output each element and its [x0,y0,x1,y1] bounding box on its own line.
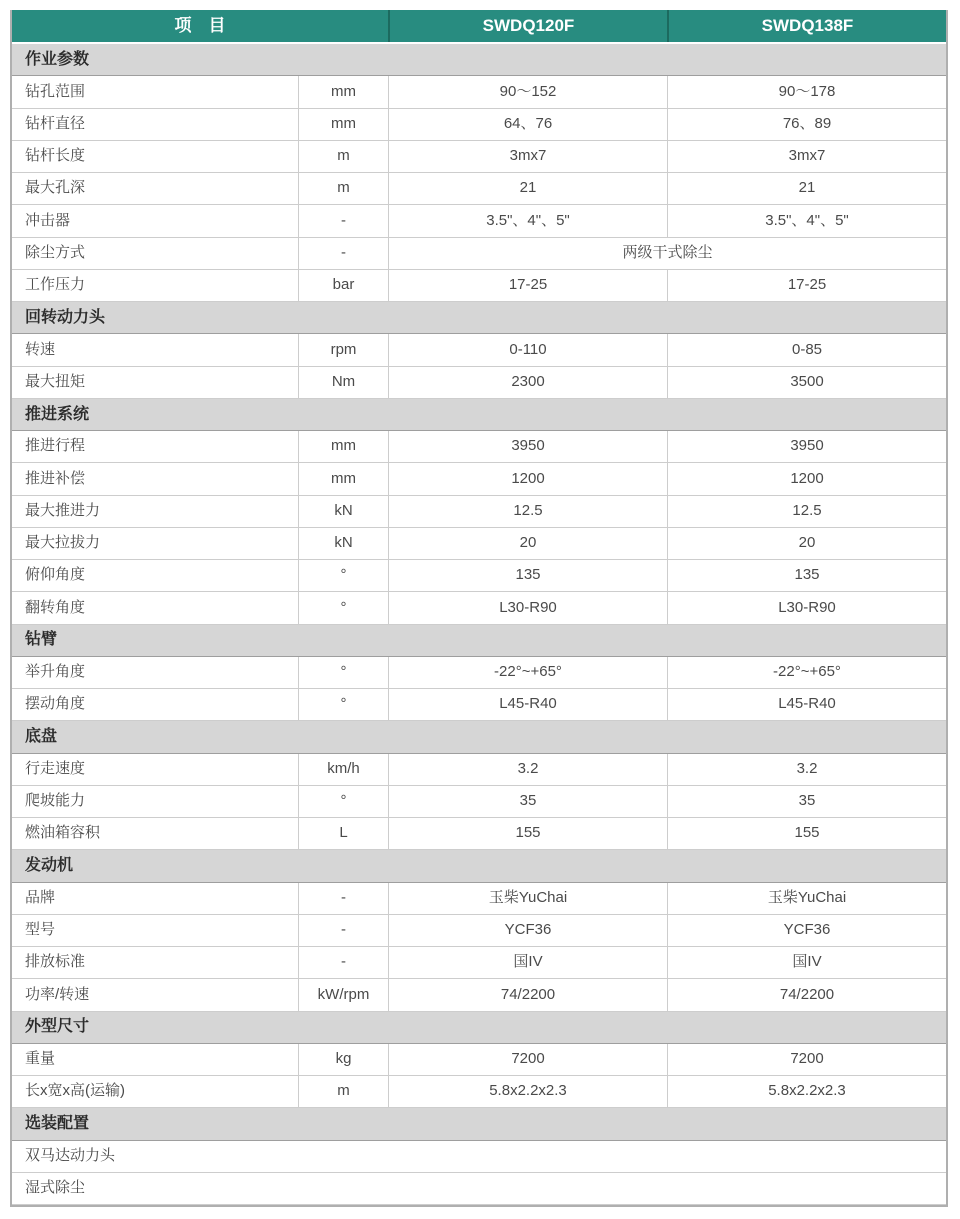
spec-value-swdq138f: 3950 [667,431,946,462]
spec-value-swdq138f: L45-R40 [667,689,946,720]
spec-value-swdq138f: 1200 [667,463,946,494]
table-header-row [12,10,946,44]
section-row [12,850,946,882]
spec-label: 型号 [25,921,56,939]
header-model-swdq138f: SWDQ138F [667,10,946,42]
spec-row [12,367,946,399]
spec-value-swdq120f: 玉柴YuChai [388,883,667,914]
spec-label: 长x宽x高(运输) [25,1082,125,1100]
spec-unit: rpm [298,334,388,365]
spec-row [12,1076,946,1108]
spec-label: 翻转角度 [25,598,86,616]
spec-unit: bar [298,270,388,301]
spec-row [12,657,946,689]
spec-unit: m [298,173,388,204]
section-label: 推进系统 [25,405,90,423]
spec-label: 排放标准 [25,953,86,971]
spec-label: 最大推进力 [25,501,101,519]
section-row [12,721,946,753]
spec-value-swdq120f: YCF36 [388,915,667,946]
spec-row [12,238,946,270]
spec-row [12,431,946,463]
spec-value-swdq138f: 17-25 [667,270,946,301]
spec-row [12,205,946,237]
spec-label: 推进行程 [25,437,86,455]
spec-value-swdq138f: 155 [667,818,946,849]
option-label: 湿式除尘 [25,1179,86,1197]
spec-label: 最大扭矩 [25,372,86,390]
spec-value-swdq138f: L30-R90 [667,592,946,623]
spec-unit: - [298,915,388,946]
spec-unit: - [298,947,388,978]
spec-value-swdq138f: 90～178 [667,76,946,107]
spec-label: 举升角度 [25,663,86,681]
spec-row [12,1044,946,1076]
spec-unit: ° [298,786,388,817]
spec-row [12,947,946,979]
spec-row [12,496,946,528]
spec-value-swdq138f: 135 [667,560,946,591]
spec-label: 推进补偿 [25,469,86,487]
spec-label: 功率/转速 [25,985,90,1003]
spec-value-swdq120f: 20 [388,528,667,559]
section-label: 回转动力头 [25,308,106,326]
section-row [12,302,946,334]
table-body [12,44,946,1205]
option-row [12,1141,946,1173]
spec-label: 爬坡能力 [25,792,86,810]
spec-table [10,10,948,1207]
spec-unit: kg [298,1044,388,1075]
spec-value-swdq138f: 76、89 [667,109,946,140]
spec-value-swdq120f: L45-R40 [388,689,667,720]
spec-unit: mm [298,76,388,107]
spec-value-swdq138f: 74/2200 [667,979,946,1010]
spec-value-swdq138f: 21 [667,173,946,204]
spec-value-swdq138f: 3mx7 [667,141,946,172]
spec-value-swdq120f: 0-110 [388,334,667,365]
spec-label: 钻杆直径 [25,114,86,132]
spec-value-swdq120f: 135 [388,560,667,591]
spec-unit: mm [298,431,388,462]
section-row [12,1012,946,1044]
section-label: 钻臂 [25,631,58,649]
spec-row [12,109,946,141]
spec-value-swdq138f: 5.8x2.2x2.3 [667,1076,946,1107]
spec-label: 重量 [25,1050,56,1068]
spec-label: 除尘方式 [25,243,86,261]
spec-value-swdq120f: 3950 [388,431,667,462]
spec-label: 钻杆长度 [25,147,86,165]
spec-value-swdq120f: 21 [388,173,667,204]
spec-label: 钻孔范围 [25,82,86,100]
spec-value-swdq120f: 64、76 [388,109,667,140]
spec-value-swdq138f: 国IV [667,947,946,978]
spec-unit: mm [298,109,388,140]
spec-row [12,883,946,915]
spec-value-swdq120f: 3mx7 [388,141,667,172]
spec-value-swdq120f: 5.8x2.2x2.3 [388,1076,667,1107]
spec-value-swdq120f: -22°~+65° [388,657,667,688]
spec-unit: Nm [298,367,388,398]
spec-value-swdq120f: 155 [388,818,667,849]
spec-value-swdq120f: 3.5"、4"、5" [388,205,667,236]
spec-value-swdq120f: 90～152 [388,76,667,107]
spec-unit: ° [298,689,388,720]
spec-value-swdq138f: 7200 [667,1044,946,1075]
section-row [12,399,946,431]
spec-value-swdq120f: 2300 [388,367,667,398]
spec-row [12,592,946,624]
spec-unit: ° [298,592,388,623]
spec-row [12,141,946,173]
section-label: 底盘 [25,728,58,746]
section-row [12,44,946,76]
spec-unit: mm [298,463,388,494]
spec-value-swdq120f: 1200 [388,463,667,494]
spec-unit: - [298,238,388,269]
spec-value-swdq138f: 0-85 [667,334,946,365]
spec-value-swdq138f: 3500 [667,367,946,398]
spec-row [12,786,946,818]
spec-unit: ° [298,657,388,688]
spec-unit: - [298,205,388,236]
spec-unit: ° [298,560,388,591]
section-label: 发动机 [25,857,74,875]
spec-unit: kN [298,496,388,527]
spec-value-swdq138f: 3.2 [667,754,946,785]
spec-row [12,528,946,560]
spec-value-swdq120f: 国IV [388,947,667,978]
spec-unit: kW/rpm [298,979,388,1010]
spec-row [12,689,946,721]
spec-label: 转速 [25,340,56,358]
header-item-label: 项 目 [174,15,226,35]
spec-value-swdq120f: L30-R90 [388,592,667,623]
spec-unit: km/h [298,754,388,785]
spec-label: 俯仰角度 [25,566,86,584]
option-label: 双马达动力头 [25,1146,116,1164]
spec-row [12,76,946,108]
spec-row [12,173,946,205]
section-row [12,1108,946,1140]
spec-unit: m [298,141,388,172]
spec-value-swdq138f: YCF36 [667,915,946,946]
spec-value-merged: 两级干式除尘 [388,238,946,269]
spec-row [12,818,946,850]
section-label: 作业参数 [25,50,90,68]
spec-row [12,754,946,786]
spec-value-swdq120f: 7200 [388,1044,667,1075]
spec-value-swdq138f: 12.5 [667,496,946,527]
spec-row [12,979,946,1011]
spec-value-swdq120f: 74/2200 [388,979,667,1010]
spec-value-swdq120f: 35 [388,786,667,817]
spec-unit: - [298,883,388,914]
spec-value-swdq120f: 17-25 [388,270,667,301]
option-row [12,1173,946,1205]
spec-value-swdq120f: 3.2 [388,754,667,785]
spec-value-swdq138f: 20 [667,528,946,559]
spec-row [12,463,946,495]
spec-value-swdq138f: 35 [667,786,946,817]
spec-row [12,560,946,592]
spec-label: 工作压力 [25,276,86,294]
spec-value-swdq138f: 玉柴YuChai [667,883,946,914]
section-label: 选装配置 [25,1115,90,1133]
spec-label: 最大孔深 [25,179,86,197]
spec-label: 摆动角度 [25,695,86,713]
spec-row [12,334,946,366]
spec-label: 冲击器 [25,211,71,229]
spec-row [12,915,946,947]
spec-unit: L [298,818,388,849]
spec-value-swdq138f: -22°~+65° [667,657,946,688]
spec-value-swdq138f: 3.5"、4"、5" [667,205,946,236]
header-model-swdq120f: SWDQ120F [388,10,667,42]
spec-unit: kN [298,528,388,559]
spec-label: 行走速度 [25,759,86,777]
spec-label: 品牌 [25,888,56,906]
spec-label: 最大拉拔力 [25,534,101,552]
spec-value-swdq120f: 12.5 [388,496,667,527]
section-label: 外型尺寸 [25,1018,90,1036]
spec-row [12,270,946,302]
section-row [12,625,946,657]
spec-label: 燃油箱容积 [25,824,101,842]
spec-unit: m [298,1076,388,1107]
